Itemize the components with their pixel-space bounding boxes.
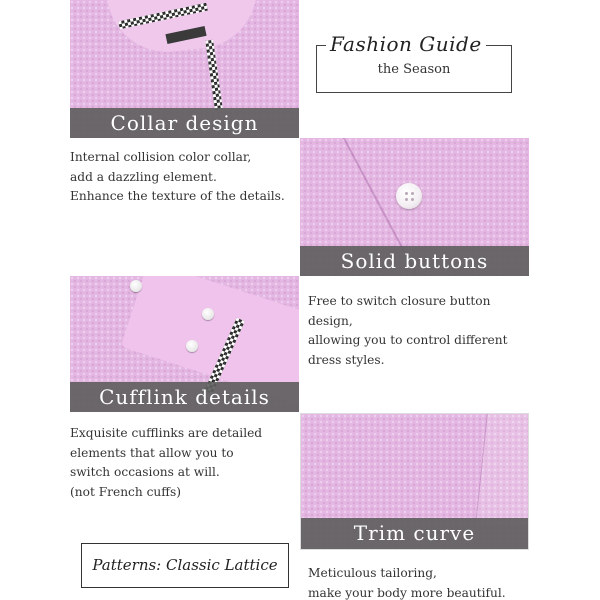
solid-buttons-banner: Solid buttons [300, 246, 529, 276]
solid-buttons-image [300, 138, 529, 276]
description-line: (not French cuffs) [70, 484, 181, 499]
patterns-label-box: Patterns: Classic Lattice [81, 543, 289, 588]
cuff-button-icon [202, 308, 214, 320]
cufflink-description [70, 424, 262, 502]
cuff-button-icon [186, 340, 198, 352]
trim-description [308, 564, 506, 600]
collar-design-image [70, 0, 299, 138]
description-line: dress styles. [308, 352, 385, 367]
description-line: Internal collision color collar, [70, 150, 252, 164]
collar-description [70, 148, 285, 207]
description-line: elements that allow you to [70, 445, 234, 460]
collar-design-banner: Collar design [70, 108, 299, 138]
description-line: make your body more beautiful. [308, 585, 506, 600]
description-line: add a dazzling element. [70, 169, 217, 184]
description-line: allowing you to control different [308, 333, 508, 347]
description-line: Free to switch closure button [308, 294, 491, 308]
shirt-button-icon [396, 183, 422, 209]
trim-curve-banner: Trim curve [301, 518, 528, 549]
description-line: switch occasions at will. [70, 465, 220, 479]
description-line: Exquisite cufflinks are detailed [70, 426, 263, 440]
trim-curve-image [300, 413, 529, 550]
description-line: Meticulous tailoring, [308, 566, 437, 580]
description-line: Enhance the texture of the details. [70, 189, 285, 203]
cufflink-details-image [70, 276, 299, 412]
cuff-button-icon [130, 280, 142, 292]
fashion-guide-subtitle: the Season [377, 62, 451, 77]
fashion-guide-title: Fashion Guide [326, 32, 486, 56]
buttons-description [308, 292, 508, 370]
description-line: design, [308, 313, 353, 328]
cufflink-details-banner: Cufflink details [70, 382, 299, 412]
